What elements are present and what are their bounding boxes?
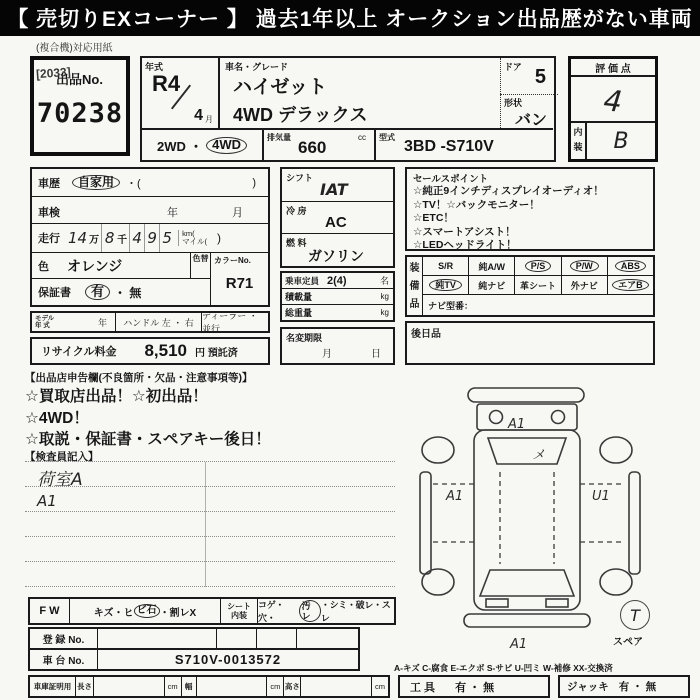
- garage-row: [28, 675, 390, 698]
- spec-box: [140, 56, 556, 162]
- details-box: [30, 167, 270, 307]
- banner: [0, 0, 700, 36]
- capacity-unit: 名: [379, 276, 389, 286]
- damage-mark-rear-glass: メ: [532, 448, 546, 463]
- history-open: ・(: [126, 177, 141, 190]
- lot-number-box: [30, 56, 130, 156]
- namechange-day: 日: [371, 349, 381, 360]
- sales-line: ☆純正9インチディスプレイオーディオ！: [413, 185, 604, 197]
- warranty-no: ・ 無: [114, 285, 142, 300]
- seat-label-line1: シート: [227, 601, 251, 611]
- grade-label: 車名・グレード: [225, 62, 289, 72]
- mileage-units: [178, 230, 207, 246]
- drive-cell: [142, 130, 262, 161]
- headlight-right: [546, 599, 568, 607]
- history-row: [32, 169, 268, 197]
- weight-label: 総重量: [285, 308, 313, 318]
- displacement-cell: [262, 130, 374, 161]
- color-row: [32, 253, 210, 279]
- model-year-cell: [32, 313, 116, 331]
- equip-leather-label: 革シート: [520, 280, 557, 291]
- fw-option-circled: ビ石: [134, 604, 160, 618]
- seat-options-post: ・シミ・破レ・スレ: [320, 600, 391, 623]
- color-value: オレンジ: [67, 257, 123, 274]
- fw-label: F W: [30, 599, 70, 623]
- mileage-row: [32, 224, 268, 253]
- fw-options-post: ・割レX: [159, 607, 197, 619]
- capacity-row: [282, 273, 393, 289]
- displacement-unit: cc: [358, 133, 366, 142]
- year-cell: [142, 58, 220, 128]
- garage-label: 車庫証明用: [30, 677, 76, 696]
- shaken-row: [32, 197, 268, 224]
- score-value: 4: [602, 83, 624, 119]
- seat-options: [258, 599, 394, 623]
- equip-ps-label: P/S: [525, 260, 552, 272]
- equip-sunroof: [423, 257, 469, 275]
- grade-cell: [220, 58, 500, 128]
- sales-line: ☆ETC！: [413, 212, 454, 225]
- capacity-label: 乗車定員: [285, 275, 320, 286]
- recycle-box: [30, 337, 270, 365]
- color-no-value: R71: [225, 275, 254, 292]
- km-unit: km(: [182, 229, 195, 238]
- rear-light-right: [552, 411, 565, 424]
- lot-stamp: [2033]: [35, 64, 72, 82]
- namechange-box: [280, 327, 395, 365]
- equip-leather-seat: [515, 276, 561, 294]
- sen-unit: 千: [117, 234, 128, 246]
- jack-label: ジャッキ: [567, 681, 609, 693]
- equip-alloy-wheels: [469, 257, 515, 275]
- drive-options: 2WD ・: [156, 139, 203, 154]
- shaken-label: 車検: [38, 207, 60, 219]
- length-cm: cm: [164, 677, 181, 696]
- equip-abs-label: ABS: [615, 260, 646, 272]
- door-label: ドア: [504, 62, 522, 72]
- recycle-fee: 8,510: [144, 341, 188, 360]
- sales-line: ☆TV！☆バックモニター！: [413, 198, 540, 211]
- registration-cell: [297, 629, 358, 648]
- damage-mark-right-side: U1: [592, 489, 610, 504]
- shape-value: バン: [515, 112, 548, 129]
- weight-row: [282, 305, 393, 320]
- color-label: 色: [38, 260, 49, 273]
- recycle-unit: 円 預託済: [195, 347, 238, 359]
- equip-navi-label: 純ナビ: [478, 280, 506, 291]
- length-label: 長さ: [77, 682, 92, 691]
- warranty-yes: 有: [85, 284, 110, 301]
- inspector-note-1: 荷室A: [37, 470, 83, 490]
- equip-abs: [608, 257, 653, 275]
- damage-mark-rear: A1: [508, 417, 526, 432]
- registration-row: [28, 627, 360, 650]
- spare-tire-mark: T: [620, 600, 650, 630]
- color-no-cell: [210, 253, 268, 305]
- width-cm: cm: [266, 677, 283, 696]
- equip-power-windows: [562, 257, 608, 275]
- spec-row2: [142, 128, 553, 159]
- rear-panel: [477, 404, 577, 430]
- ac-value: AC: [325, 213, 347, 231]
- registration-cell: [98, 629, 217, 648]
- type-label: 型式: [379, 133, 395, 142]
- damage-mark-front: A1: [510, 637, 528, 652]
- later-items-label: 後日品: [411, 329, 441, 340]
- load-unit: kg: [380, 292, 389, 301]
- handle-cell: ハンドル 左 ・ 右: [116, 313, 202, 331]
- left-side-rail: [420, 472, 431, 574]
- model-year-unit: 年: [97, 317, 107, 328]
- model-row: [30, 311, 270, 333]
- namechange-month: 月: [322, 349, 332, 360]
- equip-airbag-label: エアB: [612, 279, 649, 291]
- capacity-value: 2(4): [327, 274, 347, 287]
- inspector-grid-line: [25, 562, 395, 587]
- height-cell: [300, 677, 371, 696]
- navi-model-label: ナビ型番：: [428, 301, 474, 311]
- damage-legend: A-キズ C-腐食 E-エクボ S-サビ U-凹ミ W-補修 XX-交換済: [394, 663, 613, 673]
- equip-sunroof-label: S/R: [438, 261, 454, 271]
- inspector-grid-line: [25, 512, 395, 537]
- paper-note: (複合機)対応用紙: [36, 43, 113, 54]
- load-row: [282, 289, 393, 305]
- score-label: 評 価 点: [571, 59, 655, 77]
- width-label: 幅: [181, 677, 196, 696]
- windshield: [480, 570, 574, 596]
- tools-value: 有 ・ 無: [455, 681, 495, 694]
- later-items-box: [405, 321, 655, 365]
- shift-box: [280, 167, 395, 268]
- width-cell: [196, 677, 267, 696]
- jack-value: 有 ・ 無: [618, 681, 657, 693]
- registration-cell: [217, 629, 257, 648]
- banner-text: 【 売切りEXコーナー 】 過去1年以上 オークション出品歴がない車両: [7, 8, 693, 31]
- inspector-note-2: A1: [37, 492, 57, 510]
- seat-label-line2: 内装: [231, 611, 247, 620]
- declaration-line: ☆4WD！: [25, 410, 89, 427]
- fuel-cell: [282, 234, 393, 266]
- inspector-grid-line: [25, 537, 395, 562]
- wheel-front-right: [600, 569, 632, 595]
- equip-tv-label: 純TV: [429, 279, 462, 291]
- equip-airbag: [608, 276, 653, 294]
- model-year-label: [35, 315, 54, 329]
- ac-cell: [282, 202, 393, 235]
- mileage-d3: 5: [159, 224, 174, 252]
- fuel-label: 燃 料: [286, 238, 307, 249]
- shift-cell: [282, 169, 393, 202]
- unit-close: ): [216, 231, 221, 245]
- door-value: 5: [534, 66, 546, 88]
- equip-pw-label: P/W: [570, 260, 599, 272]
- year-label: 年式: [145, 62, 164, 72]
- weight-unit: kg: [380, 308, 389, 317]
- lot-number-value: 70238: [36, 98, 124, 129]
- equipment-row2: [423, 276, 653, 295]
- history-close: ): [252, 176, 256, 189]
- tools-label: 工 具: [410, 681, 436, 694]
- mileage-d2: 9: [144, 224, 159, 252]
- mile-unit: マイル(: [182, 237, 207, 246]
- chassis-label: 車 台 No.: [30, 650, 98, 669]
- right-side-rail: [629, 472, 640, 574]
- registration-label: 登 録 No.: [30, 629, 98, 648]
- rear-bumper: [468, 388, 584, 402]
- color-warranty-block: [32, 253, 268, 305]
- shift-value: IAT: [320, 180, 348, 199]
- panel-dashed-lines: [433, 472, 622, 564]
- rear-window: [488, 438, 566, 464]
- inspector-grid-line: [25, 487, 395, 512]
- equipment-side-label: 装備品: [407, 257, 423, 315]
- mileage-man: 14: [68, 229, 88, 247]
- inspector-grid: [25, 461, 395, 586]
- namechange-label: 名変期限: [286, 333, 323, 343]
- displacement-value: 660: [298, 138, 327, 157]
- type-value: 3BD -S710V: [404, 138, 494, 155]
- registration-cell: [257, 629, 297, 648]
- car-name: ハイゼット: [233, 77, 328, 98]
- seat-options-pre: コゲ・穴・: [258, 600, 285, 623]
- car-grade: 4WD デラックス: [233, 105, 368, 125]
- front-bumper: [464, 614, 590, 627]
- equipment-grid: [423, 257, 653, 315]
- equipment-box: [405, 255, 655, 317]
- rear-light-left: [490, 411, 503, 424]
- history-label: 車歴: [38, 177, 60, 190]
- score-box: [568, 56, 658, 162]
- interior-row: [571, 121, 655, 159]
- shift-label: シフト: [286, 173, 314, 183]
- warranty-label: 保証書: [38, 287, 71, 299]
- equip-alloy-label: 純A/W: [478, 261, 506, 272]
- history-value: 自家用: [72, 175, 120, 191]
- interior-label: 内装: [571, 123, 587, 159]
- inspector-grid-divider: [205, 462, 206, 587]
- declaration-line: ☆取説・保証書・スペアキー後日！: [25, 431, 271, 448]
- fw-seat-row: [28, 597, 396, 625]
- color-change-cell: 色替: [190, 253, 210, 278]
- month-value: 4: [194, 107, 203, 124]
- inspector-title: 【検査員記入】: [25, 451, 99, 463]
- interior-value: B: [613, 128, 629, 154]
- seat-interior-label: [220, 599, 258, 623]
- headlight-left: [486, 599, 508, 607]
- type-cell: [374, 130, 553, 161]
- navi-model-row: [423, 295, 653, 315]
- color-no-label: カラーNo.: [214, 256, 251, 265]
- seat-option-circled: 汚レ: [299, 600, 321, 623]
- chassis-row: [28, 648, 360, 671]
- declaration-line: ☆買取店出品！☆初出品！: [25, 388, 208, 405]
- equip-tv: [423, 276, 469, 294]
- sales-box: [405, 167, 655, 251]
- fuel-value: ガソリン: [308, 248, 364, 265]
- equip-aftermarket-navi: [562, 276, 608, 294]
- month-unit: 月: [205, 115, 213, 124]
- load-label: 積載量: [285, 292, 313, 302]
- wheel-front-left: [422, 569, 454, 595]
- car-body: [474, 430, 580, 610]
- door-cell: [500, 58, 558, 94]
- height-label: 高さ: [283, 677, 300, 696]
- height-cm: cm: [371, 677, 388, 696]
- fw-options-pre: キズ・ヒ: [93, 607, 134, 619]
- man-unit: 万: [89, 234, 100, 246]
- dealer-cell: ディーラー ・ 並行: [202, 311, 258, 334]
- model-year-label-1: モデル: [35, 315, 55, 322]
- mileage-d1: 4: [129, 224, 144, 252]
- drive-selected: 4WD: [206, 137, 247, 154]
- fw-options: [70, 599, 220, 623]
- wheel-rear-left: [422, 437, 454, 463]
- model-year-label-2: 年 式: [35, 322, 50, 329]
- chassis-number: S710V-0013572: [174, 652, 282, 667]
- sales-line: ☆スマートアシスト！: [413, 225, 516, 238]
- equip-extnavi-label: 外ナビ: [570, 280, 598, 291]
- mileage-sen: 8: [101, 224, 117, 252]
- shape-label: 形状: [504, 98, 523, 108]
- sales-title: セールスポイント: [413, 174, 489, 185]
- damage-mark-left-side: A1: [446, 489, 464, 504]
- jack-box: [558, 675, 690, 698]
- capacity-box: [280, 271, 395, 322]
- shaken-month: 月: [232, 207, 243, 219]
- ac-label: 冷 房: [286, 205, 307, 216]
- mileage-label: 走行: [38, 233, 60, 245]
- length-cell: [93, 677, 164, 696]
- equip-navi: [469, 276, 515, 294]
- sales-line: ☆LEDヘッドライト！: [413, 239, 517, 252]
- warranty-row: [32, 279, 210, 305]
- lot-number-label: 出品No.: [56, 72, 103, 87]
- equipment-row1: [423, 257, 653, 276]
- year-value: R4: [152, 71, 181, 96]
- shape-cell: [500, 94, 558, 128]
- tools-box: [398, 675, 550, 698]
- declaration-title: 【出品店申告欄(不良箇所・欠品・注意事項等)】: [25, 372, 253, 384]
- color-warranty-left: [32, 253, 210, 305]
- wheel-rear-right: [600, 437, 632, 463]
- recycle-label: リサイクル料金: [41, 346, 117, 358]
- spare-tire-label: スペア: [613, 637, 643, 648]
- shaken-year: 年: [167, 207, 178, 219]
- equip-power-steering: [515, 257, 561, 275]
- displacement-label: 排気量: [267, 133, 291, 142]
